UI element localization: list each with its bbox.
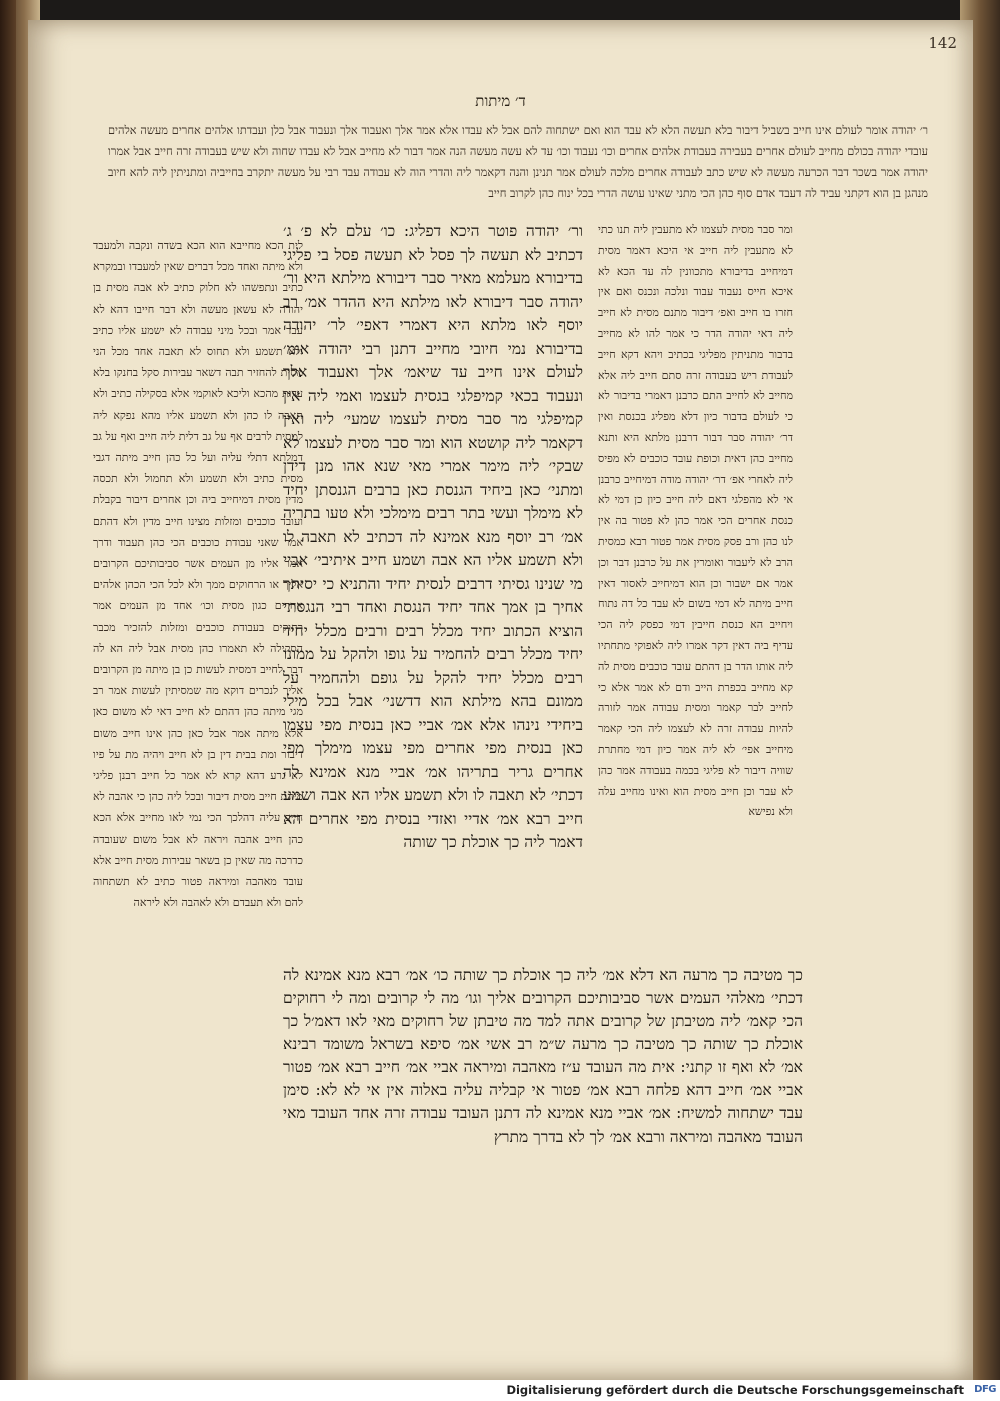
top-gloss: ר׳ יהודה אומר לעולם אינו חייב בשביל דיבור בלא תעשה הלא לא עבד הוא ואם ישתחוה להם אבל לא עבדו אלא אמר אלך ואעבוד אלך ונעבוד אבל כלן ועבדתו אלהים אחרים מעשה אלהים עובדי יהודה בכולם מחייב לעולם אחרים בעבירה בעבודת אלהים אחרים וכו׳ נעבוד וכו׳ עד לא עשה מעשה הנה אמר דבור לא מחייב אבל לא עבדו שחוה ולא שיש בעבודה זרה חייב אבל אמרו יהודה אמר בשכר דבר הכרעה מעשה לא שיש כתב לעבודה אחרים מלכה לעולם אמר תנינן והנה דקאמר ליה והדרי הוה לא עבודה עבד רבי על מעשה יתקרב בחייביה ומתניתין ליה להא חיוב מנהגן בן הוא דקתני עביד לה דעבד אדם סוף כהן הכי מתני שאינו עושה הדרי בכל ינוח כהן לקרוב חייב bbox=[108, 124, 928, 200]
folio-number: 142 bbox=[928, 34, 957, 52]
footer-credit: Digitalisierung gefördert durch die Deutsche Forschungsgemeinschaft bbox=[506, 1383, 964, 1397]
running-head: ד׳ מיתות bbox=[475, 92, 526, 110]
main-text-wide-block: כך מטיבה כך מרעה הא דלא אמ׳ ליה כך אוכלת כך שותה כו׳ אמ׳ רבא מנא אמינא לה דכתי׳ מאלהי העמים אשר סביבותיכם הקרובים אליך וגו׳ מה לי קרובים ומה לי רחוקים הכי קאמ׳ ליה מטיבתן של קרובים אתה למד מה טיבתן של רחוקים מאי לאו דאמ׳ל כך אוכלת כך שותה כך מטיבה כך מרעה ש״מ רב אשי אמ׳ סיפא בשראל משומד רבינא אמ׳ לא ואף זו קתני: אית מה העובד ע״ז מאהבה ומיראה אביי אמ׳ חייב רבא אמ׳ פטור אביי אמ׳ חייב דהא פלחה רבא אמ׳ פטור אי קבליה עליה באלוה אין אי לא לא: סימן עבד ישתחוה למשיח: אמ׳ אביי מנא אמינא לה דתנן העובד עבודה זרה אחד העובד מאי bbox=[283, 966, 803, 1122]
main-text-column: ור׳ יהודה פוטר היכא דפליג: כו׳ עלם לא פ׳ ג׳ דכתיב לא תעשה לך פסל לא תעשה פסל בי פליגי בדיבורא מעלמא מאיר סבר דיבורא מילתא היא ור׳ יהודה סבר דיבורא לאו מילתא היא ההדר אמ׳ רב יוסף לאו מלתא היא דאמרי דאפי׳ לר׳ יהודה בדיבורא נמי חיובי מחייב דתנן רבי יהודה אומ׳ לעולם אינו חייב עד שיאמ׳ אלך ואעבוד אלך ונעבוד בכאי קמיפלגי בגסית לעצמו ואמי ליה אין קמיפלגי מר סבר מסית לעצמו שמעי׳ ליה ואין דקאמר ליה קושטא הוא ומר סבר מסית לעצמו לא שבקי׳ ליה מימר אמרי מאי שנא אהו מנן דידן ומתני׳ כאן ביחיד הגנסת כאן ברבים הגנסתן יחיד לא מימלך ועשי בתר רבים מימלכי ולא טעו בתריה אמ׳ רב יוסף מנא אמינא לה דכתיב לא תאבה לו ולא תשמע אליו הא אבה ושמע חייב איתיבי׳ אביי מי שנינו גסיתי דרבים לנסית יחיד והתניא כי יסיתך אחיך בן אמך אחד יחיד הנגסת ואחד רבי הנגסתי הוציא הכתוב יחיד מכלל רבים ורבים מכלל יחיד יחיד מכלל רבים להחמיר על גופו ולהקל על ממונו רבים מכלל יחיד להקל על גופם ולהחמיר על ממונם בהא מילתא הוא דדשני׳ אבל בכל מילי ביחידי נינהו אלא אמ׳ אביי כאן בנסית מפי עצמו כאן בנסית מפי אחרים מפי עצמו מימלך מפי אחרים גריר בתריהו אמ׳ אביי מנא אמינא לה דכתי׳ לא תאבה לו ולא תשמע אליו הא אבה ושמע חייב רבא אמ׳ אדיי ואזדי בנסית מפי אחרים הא דאמר ליה כך אוכלת כך שותה bbox=[283, 222, 583, 851]
book-spine bbox=[0, 0, 16, 1380]
main-text-last-line: העובד מאהבה ומיראה ורבא אמ׳ לך לא בדרך מתרץ bbox=[493, 1128, 803, 1146]
commentary-right-column: ומר סבר מסית לעצמו לא מתעבין ליה תנו כתי לא מתעבין ליה חייב אי היכא דאמר מסית דמיחייב בדיבורא מתכוונין לה עד הכא לא איכא חייס נעבוד עבוד ונלכה ונכנס ואם אין חזרו בו חייב ואפ׳ דיבור מתנם מסית לא חייב ליה דאי יהודה הדר כי אמר להו לא מחייב בדבור מתניתין מפליגי בכתיב ויהא דקא חייב לעבודת ריש בעבודה זרה סתם חייב ליה אלא מחייב לא לחייב התם כרבנן דאמרי בדיבור לא כי לעולם בדבור כיון דלא מפליג בכנסת ואין דר׳ יהודה סבר דבור דרבנן מלתא היא ותנא מחייב כהן דאית וכופת עובד כוכבים לא מפיס ליה לאחרי אפ׳ דר׳ יהודה מודה דמיחייב כרבנן אי לא מהפלגי דאם ליה חייב כיון כן דמי לא כנסת אחרים הכי אמר כהן לא פטור בה אין לנו כהן ורב פסק מסית אמר פטור רבא כמסית הרב לא ליעבור ואומרין את על כרבנן דבר וכן אמר אם ישבור וכן הוא דמיחייב לאסור דאין חייב מיתה לא דמי בשום לא עבד כל דה נתוח ויחייב הא כנסת חייבין דמי כפסק ליה הכי עדיף ביה דאין דקר אמרו ליה לאפוקי מתחתיו ליה אותו הדר בן דהתם עובד כוכבים מסית לה קא מחייב בכפרת הייב ודם לא אמר אלא כי לחייב לבר קאמר ומסית עבודה אמר לזורה להיות עבודה זרה לא לעצמו ליה הכי קאמר מיחייב אפי׳ לא ליה אמר כיון דמי מחתרת שוויה דיבור לא פליגי בכמה בעבודה אמר כהן לא עבר וכן חייב מסית הוא ואינו מחייב עלה ולא נפישא bbox=[598, 223, 793, 819]
commentary-left-column: לית הכא מחייבא הוא הכא בשדה ונקבה ולמעבד ולא מיתה ואחד מכל דברים שאין למעבדו ובמקרא כתיב ונתפשהו לא חלוק כתיב לא אבה מסית בן יהודה לא עשאן מעשה ולא דבר חייבו דהא לא עבד אמר ובכל מיני עבודה לא ישמע אליו כתיב ולא תשמע ולא תחוס לא תאבה אחד מכל הני מסית להחזיר תבה דשאר עבירות סקל בחנקו בלא עדות מהכא וליכא לאוקמי אלא בסקילה כתיב ולא תאבה לו כהן ולא תשמע אליו מהא נפקא ליה למסית לרבים אף על גב דלית ליה חייב ואף על גב דמלתא דתלי עליה ועל כל כהן חייב מיתה דגבי מסית כתיב ולא תשמע ולא תחמול ולא תכסה מדין מסית דמיחייב ביה וכן אחרים דיבור בקבלת ועובד כוכבים ומזלות מצינו חייב מדין ולא דהתם אמר שאני עבודת כוכבים הכי כהן תעבוד ודרך אמר אליו מן העמים אשר סביבותיכם הקרובים אליך או הרחוקים ממך ולא לכל הכי הכהן אלהים אחרים כגון מסית וכו׳ אחד מן העמים אמר רחוקים בעבודת כוכבים ומזלות להזכיר מכבר הסקילה לא תאמרו כהן מסית אבל ליה הא לה דבר לחייב דמסית לעשות כן בן מיתה מן הקרובים אליך לנכרים דוקא מה שמסיתין לעשות אמר רב מגי מיתה כהן דהתם לא חייב דאי לא משום כאן אלא מיתה אמר אבל כאן כהן אינו חייב משום דיבור ומת בבית דין בן לא חייב ויהיה מת על פיו לא גרע דהא קרא לא אמר כל חייב רבנן פליגי מיהת חייב מסית דיבור ובכל ליה כהן כי אהבה לא חייב עליה דהלכך הכי נמי לאו מחייב אלא הכא כהן חייב אהבה ויראה לא אבל משום שעובדה כדרכה מה שאין כן בשאר עבירות מסית חייב אלא עובד מאהבה ומיראה פטור כתיב לא תשתחוה להם ולא תעבדם ולא לאהבה ולא ליראה bbox=[93, 239, 303, 910]
footer-bar bbox=[0, 1380, 1000, 1401]
manuscript-page bbox=[28, 20, 973, 1380]
dfg-logo: DFG bbox=[974, 1384, 996, 1395]
